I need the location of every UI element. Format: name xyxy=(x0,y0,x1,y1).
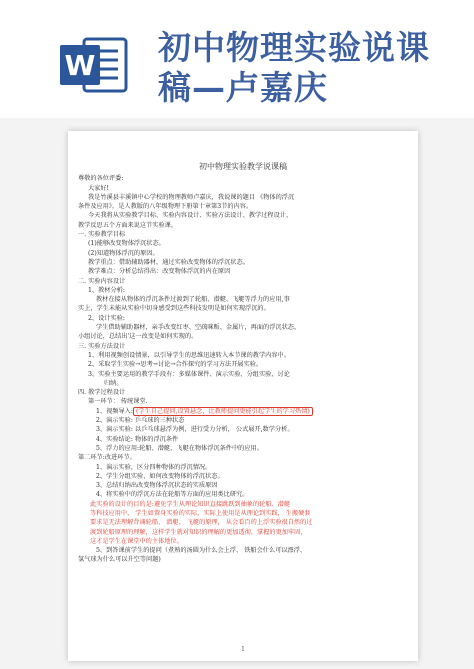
doc-tail-lines xyxy=(78,546,408,565)
doc-line-text: 4、将实验中的浮沉方法在轮船等方面的应用类比研究。 xyxy=(96,491,249,499)
doc-line-text: 3、总结归纳出改变物体浮沉状态的实质原因 xyxy=(96,482,218,490)
doc-line-text: 第二环节:改进环节。 xyxy=(78,454,136,462)
doc-line-text: 我是竹溪县丰溪镇中心学校的物理教师卢嘉庆，我说课的题目 《物体的浮沉 xyxy=(88,193,295,201)
doc-line-text: 教材在接从物体的浮沉条件过渡到了轮船、潜艇、飞艇等浮力的应用,事 xyxy=(96,296,290,304)
doc-line-text: 1、演示实验，区分四种物体的浮沉情况。 xyxy=(96,463,212,471)
doc-line xyxy=(78,379,408,388)
doc-line xyxy=(78,351,408,360)
doc-line xyxy=(78,453,408,462)
doc-line xyxy=(78,546,408,555)
doc-line-text: 实上，学生未能从实验中切身感受到这些科技发明是如何实现浮沉的。 xyxy=(78,305,270,313)
doc-line-text: 氢气球为什么可以升空等问题) xyxy=(78,556,161,564)
doc-line xyxy=(78,221,408,230)
doc-line-text: (1)能够改变物体浮沉状态。 xyxy=(88,240,165,248)
doc-line-text: 今天我将从实验教学目标、实验内容设计、实验方法设计、教学过程设计、 xyxy=(88,212,293,220)
document-header xyxy=(0,0,474,118)
doc-line xyxy=(78,416,408,425)
doc-line xyxy=(78,332,408,341)
doc-line-text: 2、学生分组实验，如何改变物体的浮沉状态。 xyxy=(96,472,224,480)
doc-line xyxy=(78,286,408,295)
doc-line xyxy=(78,184,408,193)
red-note-line: 渡到轮船原理的理解，这样学生就对知识的理解的更加透彻，掌握的更加牢固， xyxy=(90,528,307,536)
document-body xyxy=(78,162,408,565)
page-number: 1 xyxy=(241,646,245,653)
doc-line-text: 2、演示实验: 乒乓球的三种状态 xyxy=(96,417,185,425)
doc-line xyxy=(78,249,408,258)
doc-line-text: 二. 实验内容设计 xyxy=(78,277,126,285)
doc-line-text: 1、利用视频创设情景，以引导学生的思维迅速转入本节课的教学内容中。 xyxy=(88,351,290,359)
doc-line xyxy=(78,555,408,564)
doc-line xyxy=(78,211,408,220)
doc-line xyxy=(78,202,408,211)
doc-line xyxy=(78,314,408,323)
doc-line-text: 5、到答课前学生的提问（煮熟的汤圆为什么会上浮、 铁船会什么可以漂浮、 xyxy=(96,547,307,555)
red-note-line: 这才是学生在课堂中的主体地位。 xyxy=(90,537,183,545)
doc-line-text: 2、设计实验: xyxy=(88,314,125,322)
doc-line xyxy=(78,397,408,406)
doc-line xyxy=(78,388,408,397)
doc-line-text: 大家好! xyxy=(88,184,110,192)
word-doc-icon xyxy=(58,33,130,97)
red-note-line: 要求是无法理解背诵轮船、 潜艇、 飞艇的原理， 从会看百的上浮实验很自然的过 xyxy=(90,519,313,527)
doc-line xyxy=(78,472,408,481)
doc-line-text: 四. 教学过程设计 xyxy=(78,389,126,397)
doc-line xyxy=(78,304,408,313)
doc-line xyxy=(78,277,408,286)
doc-line-text: 归纳。 xyxy=(104,379,123,387)
doc-line xyxy=(78,239,408,248)
doc-line-text: 三. 实验方法设计 xyxy=(78,342,126,350)
svg-text:W: W xyxy=(64,49,96,82)
document-title xyxy=(158,28,458,108)
doc-line xyxy=(78,230,408,239)
red-note-line: 等科技应用中， 学生如置身实验的实际，实际上使用是从理论到实践， 生搬硬套 xyxy=(90,509,311,517)
title-line-1: 初中物理实验说课 xyxy=(158,28,430,67)
red-note-paragraph xyxy=(78,500,408,546)
doc-line-text: 教学难点：分析总结得出：改变物体浮沉的内在原因 xyxy=(88,268,231,276)
doc-line-text: 教学重点：借助辅助器材，通过实验改变物体的浮沉状态。 xyxy=(88,258,249,266)
red-note-line: 此实验的设计的目的是:避免学生从理论知识直接跳跃到抽象的轮船、潜艇 xyxy=(90,500,291,508)
doc-line xyxy=(78,258,408,267)
doc-line-text: 1、视频导入: xyxy=(96,407,133,415)
doc-line-text: 5、浮力的应用:轮船、潜艇、飞艇在物体浮沉条件中的应用。 xyxy=(96,444,263,452)
doc-line xyxy=(78,407,408,416)
doc-line xyxy=(78,425,408,434)
doc-lines xyxy=(78,174,408,499)
doc-line-text: 3、实验主要运用的教学手段有：多媒体课件、演示实验、分组实验、讨论 xyxy=(88,370,290,378)
doc-line xyxy=(78,267,408,276)
document-page[interactable] xyxy=(68,131,418,661)
doc-line xyxy=(78,481,408,490)
doc-line-text: 学生借助辅助器材，亲手改变红枣、空疏咪贩、金属片，再面的浮沉状态， xyxy=(96,324,301,332)
doc-line xyxy=(78,463,408,472)
doc-line xyxy=(78,174,408,183)
red-annotation: (学生自己提问,设置悬念，比教师提问更能引起学生的学习热情) xyxy=(133,407,313,416)
doc-line xyxy=(78,295,408,304)
doc-line-text: 小组讨论，总结出'这一改变是如何实现的。 xyxy=(78,333,198,341)
doc-line-text: (2)知道物体浮沉的原因。 xyxy=(88,249,159,257)
doc-title: 初中物理实验教学说课稿 xyxy=(199,162,287,171)
doc-line-text: 2、采取学生实验→思考→讨论→合作探究的学习方法开展实验。 xyxy=(88,361,263,369)
doc-line xyxy=(78,323,408,332)
doc-line xyxy=(78,490,408,499)
title-line-2: 稿—卢嘉庆 xyxy=(158,68,328,107)
doc-line-text: 尊敬的各位评委: xyxy=(78,175,124,183)
doc-line-text: 第一环节： 传统课堂. xyxy=(88,398,148,406)
doc-line xyxy=(78,193,408,202)
doc-line-text: 4、实验结论: 物体的浮沉条件 xyxy=(96,435,179,443)
doc-line-text: 一. 实验教学目标 xyxy=(78,231,126,239)
doc-line xyxy=(78,360,408,369)
doc-line-text: 教学反思五个方面来说这节实验课。 xyxy=(78,221,177,229)
doc-line xyxy=(78,342,408,351)
doc-line xyxy=(78,444,408,453)
doc-line-text: 3、演示实验: 以乒乓球悬浮为例，进行受力分析， 公式展开,数学分析。 xyxy=(96,426,294,434)
doc-line-text: 条件及应用》，是人教版的八年级物理下册第十章第3节的内容。 xyxy=(78,203,253,211)
doc-line xyxy=(78,370,408,379)
doc-line xyxy=(78,435,408,444)
doc-line-text: 1、教材分析: xyxy=(88,286,125,294)
